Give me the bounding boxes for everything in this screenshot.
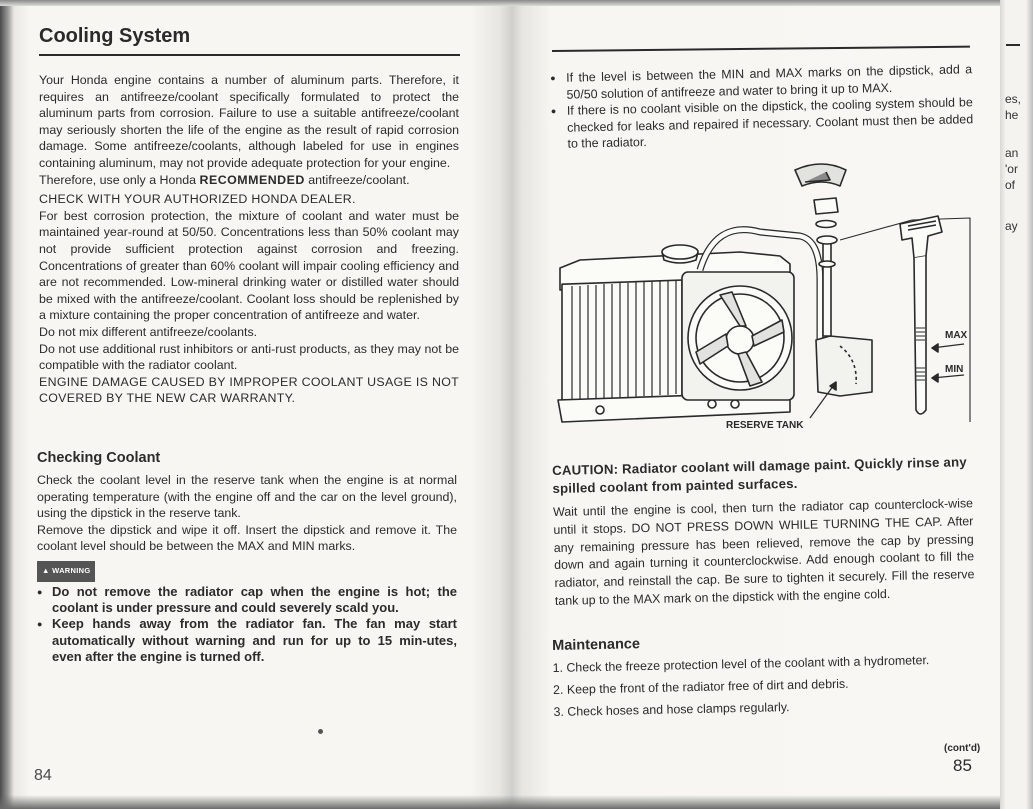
tank-cap-illustration: [795, 164, 846, 228]
checking-paragraph-2: Remove the dipstick and wipe it off. Insert the dipstick and remove it. The coolant level should be between the MAX and MIN marks.: [37, 522, 457, 554]
checking-coolant-heading: Checking Coolant: [37, 450, 161, 466]
edge-fragment: he: [1005, 108, 1019, 122]
caution-text: CAUTION: Radiator coolant will damage paint. Quickly rinse any spilled coolant from painted surfaces.: [552, 454, 967, 496]
maintenance-item: 3. Check hoses and hose clamps regularly.: [553, 700, 790, 719]
header-rule: [552, 46, 970, 52]
edge-fragment: es,: [1005, 92, 1022, 106]
dipstick-illustration: [900, 216, 942, 414]
maintenance-item: 2. Keep the front of the radiator free of dirt and debris.: [552, 676, 849, 697]
radiator-diagram: [540, 160, 1000, 440]
recommend-prefix: Therefore, use only a Honda: [39, 172, 200, 187]
page-shadow: [512, 0, 1000, 6]
next-page-edge: [1000, 0, 1033, 809]
edge-fragment: 'or: [1005, 162, 1018, 176]
recommend-line: [39, 172, 459, 189]
print-speck: [318, 729, 323, 734]
bullet-item: ● If there is no coolant visible on the dipstick, the cooling system should be checked for leaks and repaired if necessary. Coolant must then be added to the radiator.: [553, 94, 974, 153]
right-page: [512, 0, 1000, 809]
title-rule: [39, 54, 460, 56]
recommend-bold: RECOMMENDED: [199, 172, 305, 187]
warning-badge: ▲ WARNING: [37, 561, 95, 582]
no-mix-line: Do not mix different antifreeze/coolants.: [39, 324, 258, 339]
dealer-line: CHECK WITH YOUR AUTHORIZED HONDA DEALER.: [39, 192, 356, 207]
level-bullets: [552, 61, 974, 153]
warning-item: ● Keep hands away from the radiator fan. The fan may start automatically without warning and run for up to 15 min-utes, even after the engine is turned off.: [37, 616, 457, 665]
maintenance-list: [552, 648, 973, 723]
page-number-left: 84: [34, 767, 52, 784]
intro-block: [39, 72, 459, 407]
no-inhibitors-line: Do not use additional rust inhibitors or anti-rust products, as they may not be compatible with the radiator coolant.: [39, 341, 459, 373]
continued-label: (cont'd): [944, 743, 981, 754]
maintenance-block: [552, 629, 974, 723]
edge-rule: [1006, 44, 1020, 46]
caution-block: [552, 453, 975, 611]
checking-block: [37, 472, 457, 666]
warning-section: [37, 561, 457, 666]
warranty-note: ENGINE DAMAGE CAUSED BY IMPROPER COOLANT USAGE IS NOT COVERED BY THE NEW CAR WARRANTY.: [39, 374, 459, 406]
procedure-paragraph: Wait until the engine is cool, then turn the radiator cap counterclock-wise until it stops. DO NOT PRESS DOWN WHILE TURNING THE CAP. After any remaining pressure has been relieved, remove the cap by pressing down and again turning it counterclockwise. Add enough coolant to fill the radiator, and reinstall the cap. Be sure to tighten it securely. Fill the reserve tank up to the MAX mark on the dipstick with the engine cold.: [552, 496, 975, 608]
recommend-suffix: antifreeze/coolant.: [304, 172, 410, 187]
maintenance-heading: Maintenance: [552, 636, 641, 654]
reserve-tank-illustration: [816, 236, 872, 396]
bullet-item: ● If the level is between the MIN and MAX marks on the dipstick, add a 50/50 solution of antifreeze and water to bring it up to MAX.: [552, 61, 973, 103]
intro-paragraph: Your Honda engine contains a number of aluminum parts. Therefore, it requires an antifreeze/coolant specifically formulated to protect the aluminum parts from corrosion. Failure to use a suitable antifreeze/coolant may seriously shorten the life of the engine as the result of rapid corrosion damage. Some antifreeze/coolants, although labeled for use in engines containing aluminum, may not provide adequate protection for your engine.: [39, 73, 459, 170]
edge-fragment: of: [1005, 178, 1016, 192]
maintenance-item: 1. Check the freeze protection level of the coolant with a hydrometer.: [552, 653, 930, 675]
level-bullets-block: [552, 61, 974, 153]
page-number-right: 85: [953, 756, 972, 775]
warning-list: [37, 584, 457, 666]
reserve-tank-label: RESERVE TANK: [726, 420, 804, 431]
mixture-paragraph: For best corrosion protection, the mixture of coolant and water must be maintained year-round at 50/50. Concentrations less than 50% coolant may not provide sufficient protection against corrosion and freezing. Concentrations of greater than 60% coolant will impair cooling efficiency and are not recommended. Low-mineral drinking water or distilled water should be mixed with the antifreeze/coolant. Coolant loss should be replenished by a mixture containing the proper concentration of antifreeze and water.: [39, 208, 459, 323]
page-shadow-bottom: [0, 795, 512, 809]
edge-fragment: an: [1005, 146, 1019, 160]
page-shadow-bottom: [512, 795, 1000, 809]
page-shadow: [0, 0, 512, 6]
max-label: MAX: [945, 330, 968, 341]
left-page: [0, 0, 512, 809]
page-title: Cooling System: [39, 25, 191, 47]
edge-fragment: ay: [1005, 219, 1018, 233]
checking-paragraph-1: Check the coolant level in the reserve tank when the engine is at normal operating temperature (with the engine off and the car on the level ground), using the dipstick in the reserve tank.: [37, 473, 457, 521]
warning-item: ● Do not remove the radiator cap when the engine is hot; the coolant is under pressure and could severely scald you.: [37, 584, 457, 617]
min-label: MIN: [945, 364, 964, 375]
fan-illustration: [682, 272, 794, 400]
